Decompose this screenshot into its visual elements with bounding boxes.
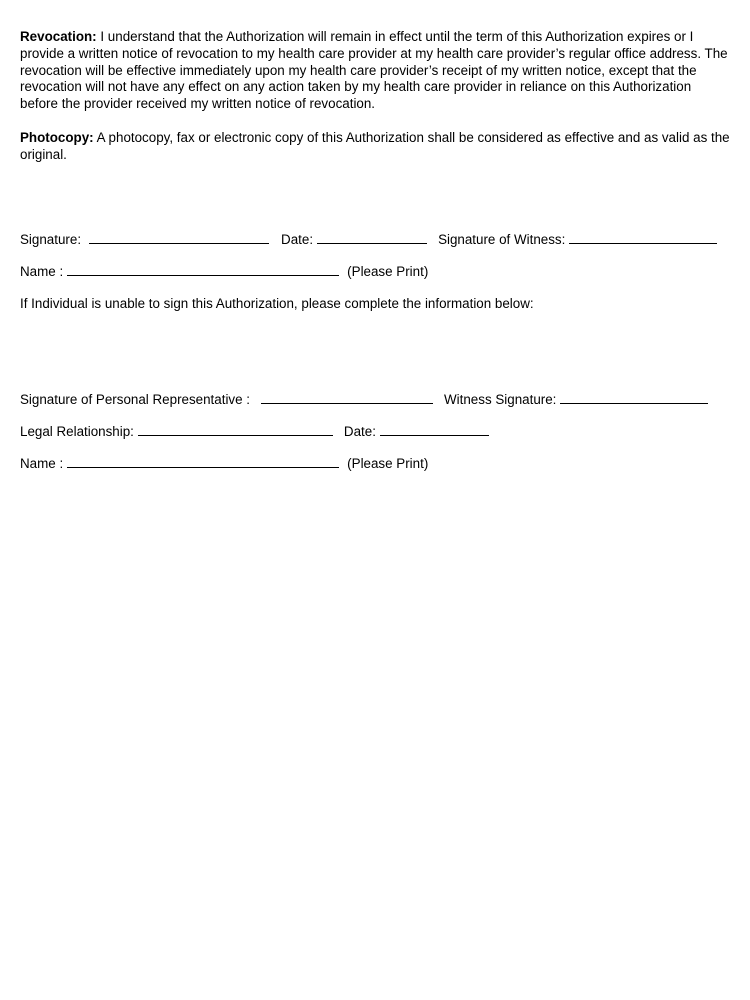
individual-signature-row xyxy=(20,232,717,248)
please-print-note: (Please Print) xyxy=(347,264,429,279)
representative-name-label: Name : xyxy=(20,456,64,471)
representative-name-row xyxy=(20,456,428,472)
representative-please-print-note: (Please Print) xyxy=(347,456,429,471)
name-field[interactable] xyxy=(67,264,339,276)
witness-signature-label: Witness Signature: xyxy=(444,392,557,407)
photocopy-heading: Photocopy: xyxy=(20,130,94,145)
legal-relationship-row xyxy=(20,424,489,440)
witness-signature-field[interactable] xyxy=(569,232,717,244)
photocopy-paragraph xyxy=(20,130,732,164)
legal-relationship-field[interactable] xyxy=(138,424,333,436)
representative-signature-field[interactable] xyxy=(261,392,433,404)
representative-date-label: Date: xyxy=(343,424,376,439)
representative-witness-field[interactable] xyxy=(560,392,708,404)
date-field[interactable] xyxy=(317,232,427,244)
revocation-heading: Revocation: xyxy=(20,29,97,44)
witness-label: Signature of Witness: xyxy=(438,232,566,247)
representative-date-field[interactable] xyxy=(380,424,489,436)
representative-signature-row xyxy=(20,392,708,408)
revocation-paragraph xyxy=(20,29,732,113)
signature-field[interactable] xyxy=(89,232,269,244)
representative-signature-label: Signature of Personal Representative : xyxy=(20,392,251,407)
unable-to-sign-note: If Individual is unable to sign this Authorization, please complete the information below: xyxy=(20,296,534,311)
revocation-text: I understand that the Authorization will remain in effect until the term of this Authorization expires or I provide a written notice of revocation to my health care provider at my health care provider’s regular office address. The revocation will be effective immediately upon my health care provider’s receipt of my written notice, except that the revocation will not have any effect on any action taken by my health care provider in reliance on this Authorization before the provider received my written notice of revocation. xyxy=(20,29,728,112)
name-label: Name : xyxy=(20,264,64,279)
photocopy-text: A photocopy, fax or electronic copy of this Authorization shall be considered as effective and as valid as the original. xyxy=(20,130,730,162)
individual-name-row xyxy=(20,264,428,280)
representative-name-field[interactable] xyxy=(67,456,339,468)
legal-relationship-label: Legal Relationship: xyxy=(20,424,134,439)
date-label: Date: xyxy=(281,232,314,247)
signature-label: Signature: xyxy=(20,232,82,247)
